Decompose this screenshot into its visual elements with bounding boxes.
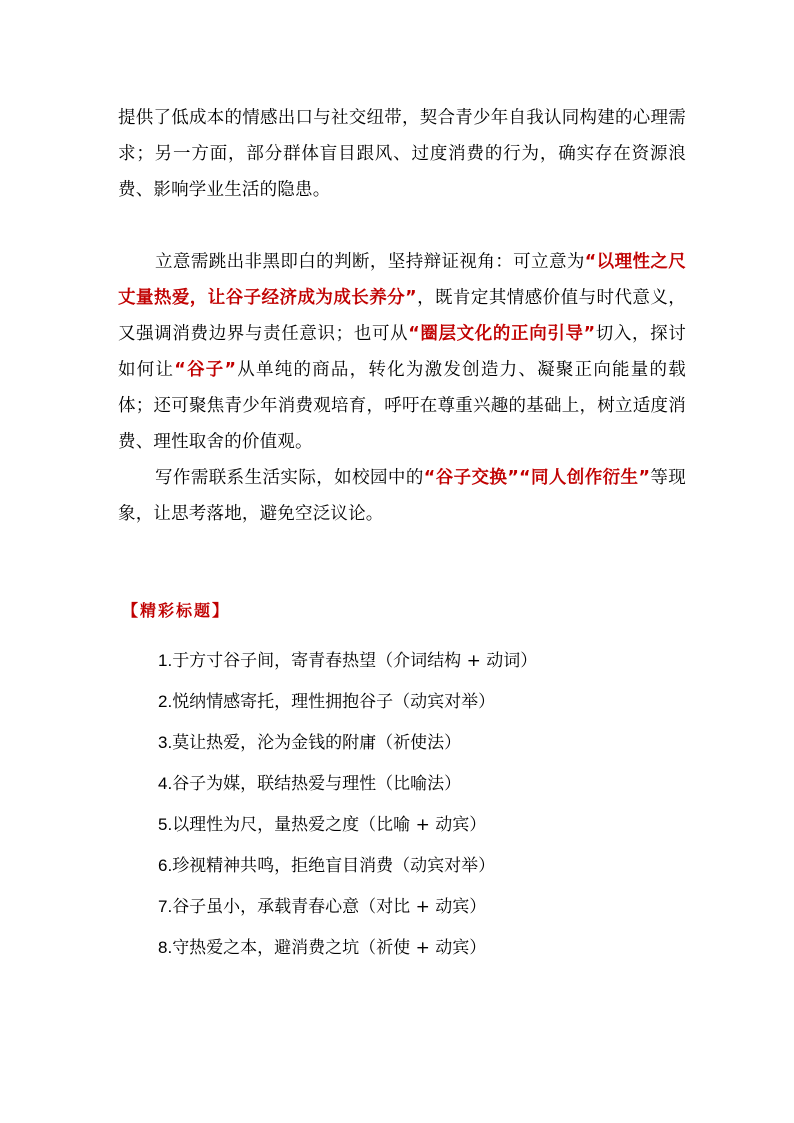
item-number: 2. — [158, 692, 173, 711]
paragraph-1 — [118, 100, 686, 208]
list-item — [158, 804, 537, 845]
item-number: 4. — [158, 774, 173, 793]
item-text: 悦纳情感寄托，理性拥抱谷子（动宾对举） — [172, 692, 496, 712]
paragraph-2 — [118, 244, 686, 460]
paragraph-2-text-4: 从单纯的商品，转化为激发创造力、凝聚正向能量的载体；还可聚焦青少年消费观培育，呼吁在尊重兴趣的基础上，树立适度消费、理性取舍的价值观。 — [118, 360, 686, 452]
list-item — [158, 640, 537, 681]
item-text: 谷子为媒，联结热爱与理性（比喻法） — [172, 774, 462, 794]
paragraph-3-text-2: 等现象，让思考落地，避免空泛议论。 — [118, 468, 686, 524]
item-number: 6. — [158, 856, 173, 875]
item-text: 守热爱之本，避消费之坑（祈使 + 动宾） — [172, 938, 487, 958]
paragraph-1-text: 提供了低成本的情感出口与社交纽带，契合青少年自我认同构建的心理需求；另一方面，部分群体盲目跟风、过度消费的行为，确实存在资源浪费、影响学业生活的隐患。 — [118, 108, 686, 200]
item-text: 珍视精神共鸣，拒绝盲目消费（动宾对举） — [172, 856, 496, 876]
item-number: 1. — [158, 651, 173, 670]
item-number: 5. — [158, 815, 173, 834]
list-item — [158, 722, 537, 763]
highlight-central-idea: “以理性之尺丈量热爱，让谷子经济成为成长养分” — [118, 252, 686, 308]
paragraph-3 — [118, 460, 686, 532]
paragraph-2-text-2: ，既肯定其情感价值与时代意义，又强调消费边界与责任意识；也可从 — [118, 288, 687, 344]
highlight-circle-culture: “圈层文化的正向引导” — [408, 324, 596, 344]
paragraph-2-text-1: 立意需跳出非黑即白的判断，坚持辩证视角：可立意为 — [155, 252, 585, 272]
list-item — [158, 845, 537, 886]
list-item — [158, 886, 537, 927]
item-number: 7. — [158, 897, 173, 916]
paragraph-2-text-3: 切入，探讨如何让 — [118, 324, 687, 380]
item-text: 以理性为尺，量热爱之度（比喻 + 动宾） — [172, 815, 487, 835]
title-list — [158, 640, 537, 968]
highlight-guzi: “谷子” — [174, 360, 237, 380]
item-number: 8. — [158, 938, 173, 957]
list-item — [158, 681, 537, 722]
item-text: 于方寸谷子间，寄青春热望（介词结构 + 动词） — [172, 651, 538, 671]
item-number: 3. — [158, 733, 173, 752]
paragraph-3-text-1: 写作需联系生活实际，如校园中的 — [155, 468, 424, 488]
highlight-examples: “谷子交换”“同人创作衍生” — [423, 468, 651, 488]
list-item — [158, 927, 537, 968]
section-heading: 【精彩标题】 — [122, 601, 231, 620]
list-item — [158, 763, 537, 804]
item-text: 谷子虽小，承载青春心意（对比 + 动宾） — [172, 897, 487, 917]
item-text: 莫让热爱，沦为金钱的附庸（祈使法） — [172, 733, 462, 753]
